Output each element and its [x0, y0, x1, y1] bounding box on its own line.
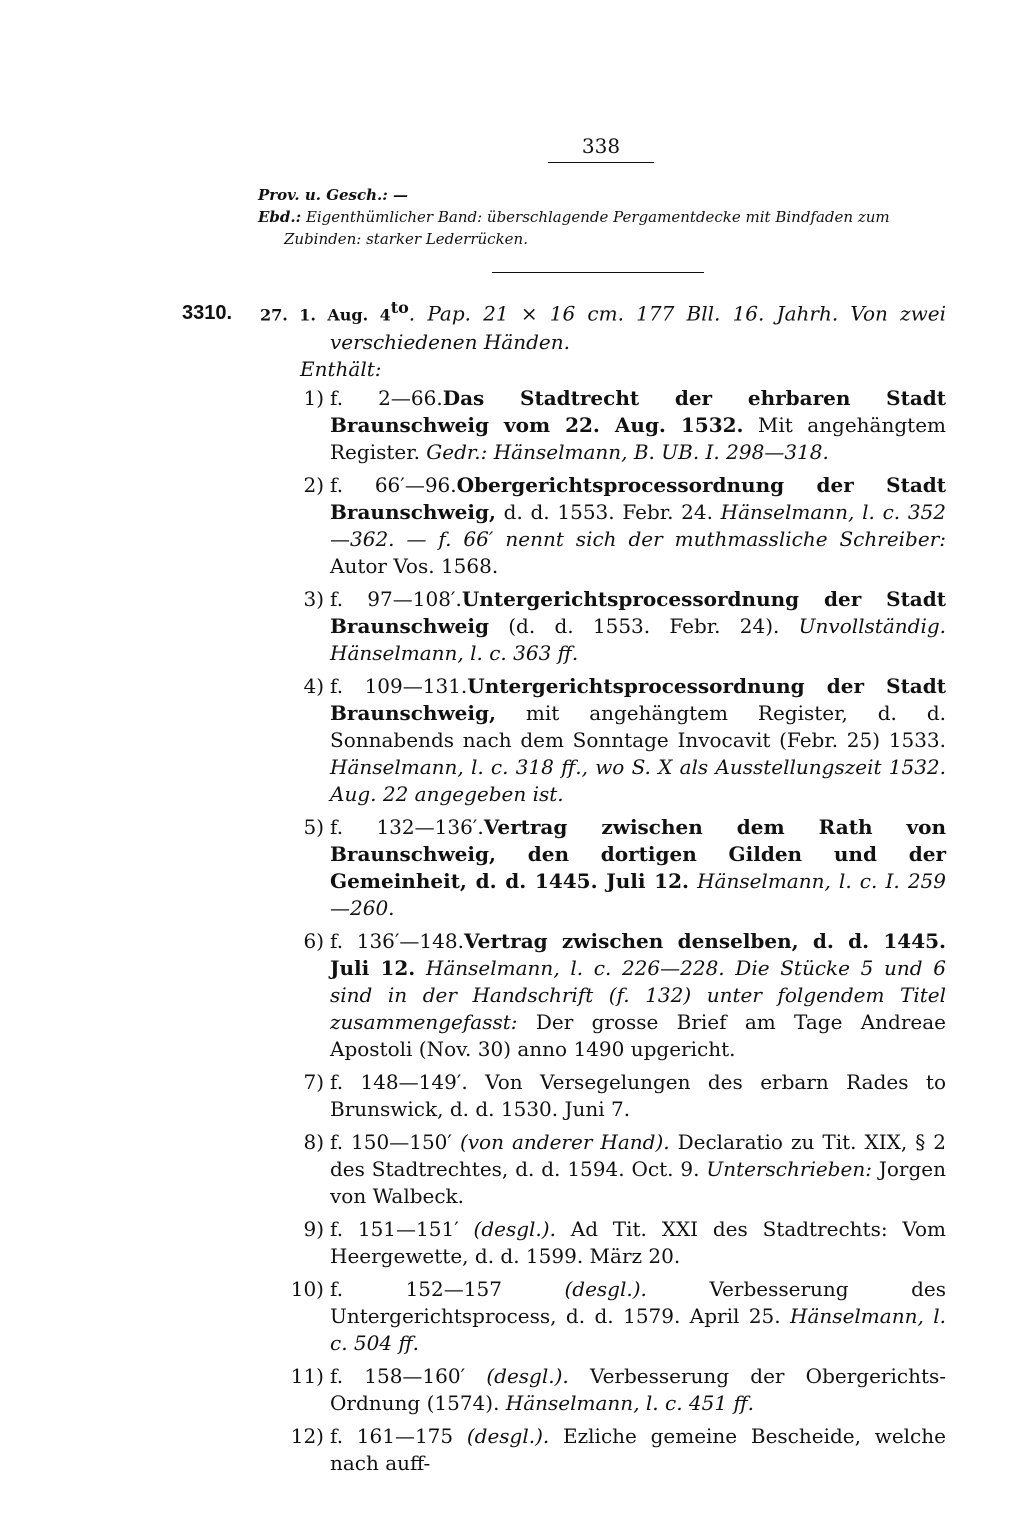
content-item-text2: Der grosse Brief am Tage Andreae Apostoli (Nov. 30) anno 1490 upgericht. [330, 1009, 946, 1061]
content-item [260, 1423, 946, 1477]
content-item-title: Vertrag zwischen dem Rath von Braunschweig, den dortigen Gilden und der Gemeinheit, d. d. 1445. Juli 12. [330, 814, 946, 893]
content-item [260, 385, 946, 466]
content-item-folio: f. 97—108′. [330, 586, 462, 611]
content-item [260, 586, 946, 667]
content-item-number: 3) [303, 586, 324, 611]
entry-header [258, 184, 946, 250]
content-item [260, 1129, 946, 1210]
content-item-number: 9) [303, 1216, 324, 1241]
content-item-text2: Ad Tit. XXI des Stadtrechts: Vom Heergewette, d. d. 1599. März 20. [330, 1216, 946, 1268]
content-item-title: Vertrag zwischen denselben, d. d. 1445. Juli 12. [330, 928, 946, 980]
content-item-text [330, 472, 946, 580]
content-item-text3: Jorgen von Walbeck. [330, 1156, 946, 1208]
contains-label: Enthält: [300, 356, 382, 381]
content-item [260, 1276, 946, 1357]
content-item-text: mit angehängtem Register, d. d. Sonnabends nach dem Sonntage Invocavit (Febr. 25) 1533. [330, 700, 946, 752]
content-item-folio: f. 136′—148. [330, 928, 464, 953]
content-item-folio: f. 152—157 [330, 1276, 502, 1301]
content-item-note: (desgl.). [465, 1363, 569, 1388]
content-item-text2: Declaratio zu Tit. XIX, § 2 des Stadtrechtes, d. d. 1594. Oct. 9. [330, 1129, 946, 1181]
content-item-number: 11) [290, 1363, 324, 1388]
content-item-note: Hänselmann, l. c. I. 259—260. [330, 868, 946, 920]
content-item-folio: f. 158—160′ [330, 1363, 466, 1388]
content-item-text: Mit angehängtem Register. [330, 412, 946, 464]
content-item-note2: Unterschrieben: [699, 1156, 872, 1181]
content-item-text [330, 1363, 946, 1417]
content-item-folio: f. 148—149′. [330, 1069, 468, 1094]
content-item-note: (desgl.). [458, 1216, 556, 1241]
content-item-folio: f. 161—175 [330, 1423, 454, 1448]
page-number-rule [548, 162, 654, 163]
content-item-text2: Verbesserung der Obergerichts-Ordnung (1574). [330, 1363, 947, 1415]
content-item [260, 472, 946, 580]
contents-list [260, 385, 946, 1477]
content-item-text [330, 1216, 946, 1270]
content-item-folio: f. 132—136′. [330, 814, 484, 839]
content-item-folio: f. 150—150′ [330, 1129, 452, 1154]
content-item-number: 2) [303, 472, 324, 497]
content-item-text [330, 1129, 946, 1210]
content-item-note: (von anderer Hand). [451, 1129, 670, 1154]
entry-description: 27. 1. Aug. $4^{to}$. Pap. 21 × 16 cm. 177 Bll. 16. Jahrh. Von zwei verschiedenen Händen. [260, 298, 947, 354]
content-item-number: 5) [303, 814, 324, 839]
content-item-number: 10) [290, 1276, 324, 1301]
content-item-number: 7) [303, 1069, 324, 1094]
content-item-note: (desgl.). [453, 1423, 550, 1448]
content-item-title: Das Stadtrecht der ehrbaren Stadt Braunschweig vom 22. Aug. 1532. [330, 385, 946, 437]
content-item-folio: f. 109—131. [330, 673, 468, 698]
content-item-title: Untergerichtsprocessordnung der Stadt Braunschweig, [330, 673, 946, 725]
content-item [260, 1363, 946, 1417]
section-separator [492, 272, 704, 273]
content-item-number: 6) [303, 928, 324, 953]
content-item-text: Von Versegelungen des erbarn Rades to Brunswick, d. d. 1530. Juni 7. [330, 1069, 946, 1121]
content-item-text [330, 814, 946, 922]
content-item-note: Hänselmann, l. c. 352—362. — f. 66′ nennt sich der muthmassliche Schreiber: [330, 499, 946, 551]
content-item-text2: Ezliche gemeine Bescheide, welche nach auff- [330, 1423, 946, 1475]
content-item-folio: f. 151—151′ [330, 1216, 459, 1241]
content-item-text [330, 1423, 946, 1477]
content-item [260, 1069, 946, 1123]
content-item-note: Hänselmann, l. c. 226—228. Die Stücke 5 und 6 sind in der Handschrift (f. 132) unter folgendem Titel zusammengefasst: [330, 955, 946, 1034]
content-item-title: Untergerichtsprocessordnung der Stadt Braunschweig [330, 586, 946, 638]
content-item-note: Hänselmann, l. c. 318 ff., wo S. X als Ausstellungszeit 1532. Aug. 22 angegeben ist. [330, 754, 946, 806]
content-item-number: 12) [290, 1423, 324, 1448]
content-item-text [330, 385, 946, 466]
content-item-folio: f. 2—66. [330, 385, 443, 410]
content-item-title: Obergerichtsprocessordnung der Stadt Braunschweig, [330, 472, 947, 524]
content-item-text [330, 1276, 946, 1357]
content-item-note: Gedr.: Hänselmann, B. UB. I. 298—318. [419, 439, 829, 464]
content-item-text: d. d. 1553. Febr. 24. [495, 499, 713, 524]
content-item-number: 8) [303, 1129, 324, 1154]
content-item-folio: f. 66′—96. [330, 472, 457, 497]
content-item [260, 1216, 946, 1270]
entry-number: 3310. [182, 302, 233, 324]
binding-description: Ebd.: Eigenthümlicher Band: überschlagende Pergamentdecke mit Bindfaden zum Zubinden: starker Lederrücken. [258, 208, 890, 248]
content-item-text [330, 673, 946, 808]
content-item [260, 814, 946, 922]
content-item-number: 1) [303, 385, 324, 410]
content-item-note2: Hänselmann, l. c. 504 ff. [330, 1303, 946, 1355]
content-item-note: Unvollständig. Hänselmann, l. c. 363 ff. [330, 613, 946, 665]
content-item-number: 4) [303, 673, 324, 698]
content-item [260, 673, 946, 808]
content-item-note2: Hänselmann, l. c. 451 ff. [499, 1390, 754, 1415]
content-item-text [330, 928, 946, 1063]
content-item-note: (desgl.). [501, 1276, 647, 1301]
content-item [260, 928, 946, 1063]
entry-body [260, 294, 946, 1483]
content-item-text: (d. d. 1553. Febr. 24). [488, 613, 780, 638]
content-item-text [330, 1069, 946, 1123]
content-item-text [330, 586, 946, 667]
page-number: 338 [581, 134, 621, 158]
content-item-text2: Verbesserung des Untergerichtsprocess, d. d. 1579. April 25. [330, 1276, 947, 1328]
content-item-text2: Autor Vos. 1568. [330, 553, 499, 578]
provenance-line: Prov. u. Gesch.: — [258, 186, 409, 204]
